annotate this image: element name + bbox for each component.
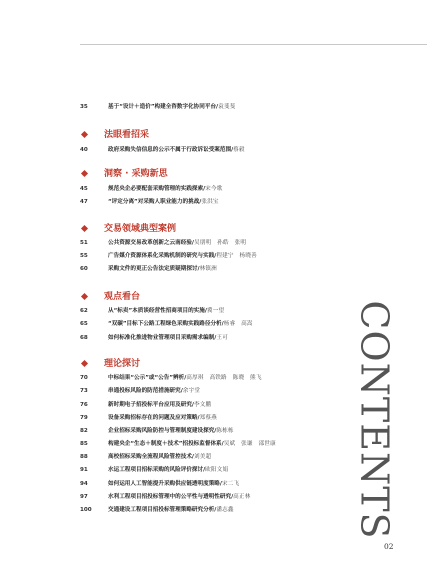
entry-page-number: 70 [80,375,88,381]
entry-author: 程建宁 杨晓善 [216,253,257,259]
entry-title: “双碳”目标下公路工程绿色采购实践路径分析/杨睿 高嵩 [108,321,253,327]
diamond-icon [81,170,88,177]
entry-author: 高厚琪 高铁路 陈晓 熊飞 [186,375,262,381]
entry-author: 杨睿 高嵩 [223,321,253,327]
entry-page-number: 40 [80,147,88,153]
entry-page-number: 65 [80,321,88,327]
section-title: 观点看台 [104,292,141,302]
entry-author: 宋二飞 [221,481,240,487]
entry-author: 郑蔡燕 [199,415,217,421]
entry-title: 高校招标采购全流程风险管控技术/刘美超 [108,454,212,460]
entry-author: 余宇堂 [182,388,201,394]
entry-page-number: 51 [80,240,88,246]
entry-page-number: 97 [80,494,88,500]
entry-author: 刘美超 [193,454,212,460]
contents-vertical-title [353,290,398,550]
entry-title: 构建央企“生态＋制度＋技术”招投标监督体系/吴斌 张谦 邵世康 [108,441,276,447]
entry-author: 王可 [216,335,228,341]
entry-author: 高正林 [233,494,251,500]
diamond-icon [81,293,88,300]
entry-author: 宋今歌 [205,186,223,192]
entry-author: 吴朋明 孙皓 张明 [193,240,247,246]
entry-page-number: 79 [80,415,88,421]
entry-author: 陈栋栋 [216,428,234,434]
entry-author: 李文鹏 [193,402,212,408]
entry-author: 蔡毅 [233,147,245,153]
entry-author: 袁斐斐 [218,104,236,110]
entry-title: 企业招标采购风险防控与管理制度建设探究/陈栋栋 [108,428,234,434]
section-title: 交易领域典型案例 [104,224,177,234]
entry-page-number: 73 [80,388,88,394]
entry-title: 串通投标风险的防范措施研究/余宇堂 [108,388,201,394]
page-number: 02 [384,542,394,551]
entry-title: 如何标准化推进物业管理项目采购需求编制/王可 [108,335,228,341]
entry-page-number: 85 [80,441,88,447]
entry-page-number: 55 [80,253,88,259]
entry-title: 如何运用人工智能提升采购供应链透明度策略/宋二飞 [108,481,240,487]
entry-page-number: 82 [80,428,88,434]
entry-title: 政府采购失信信息的公示不属于行政诉讼受案范围/蔡毅 [108,147,245,153]
section-title: 法眼看招采 [104,130,150,140]
diamond-icon [81,131,88,138]
entry-title: 水利工程项目招投标管理中的公平性与透明性研究/高正林 [108,494,251,500]
entry-author: 欧阳文娟 [205,467,229,473]
contents-word-text: CONTENTS [353,300,398,540]
diamond-icon [81,360,88,367]
entry-title: 新时期电子招投标平台应用及研究/李文鹏 [108,402,212,408]
section-title: 理论探讨 [104,359,141,369]
entry-title: 采购文件的更正公告法定质疑期探讨/林镇洲 [108,266,217,272]
entry-author: 冀一望 [206,308,225,314]
entry-title: “评定分离”对采购人职业能力的挑战/张洪宝 [108,199,219,205]
entry-page-number: 45 [80,186,88,192]
entry-page-number: 68 [80,335,88,341]
entry-title: 广告媒介资源体系化采购机制的研究与实践/程建宁 杨晓善 [108,253,257,259]
entry-title: 规范央企必要配套采购管理的实践探索/宋今歌 [108,186,223,192]
entry-page-number: 100 [80,507,92,513]
entry-page-number: 47 [80,199,88,205]
entry-title: 交通建设工程项目招投标管理策略研究分析/潘志鑫 [108,507,234,513]
entry-author: 吴斌 张谦 邵世康 [223,441,276,447]
entry-page-number: 88 [80,454,88,460]
diamond-icon [81,225,88,232]
entry-author: 张洪宝 [201,199,219,205]
entry-author: 潘志鑫 [216,507,234,513]
entry-title: 水运工程项目招标采购的风险评价探讨/欧阳文娟 [108,467,229,473]
entry-page-number: 76 [80,402,88,408]
entry-page-number: 91 [80,467,88,473]
entry-title: 中标结果“公示”或“公告”辨析/高厚琪 高铁路 陈晓 熊飞 [108,375,262,381]
entry-author: 林镇洲 [199,266,217,272]
entry-title: 设备采购招标存在的问题及应对策略/郑蔡燕 [108,415,217,421]
entry-title: 公共资源交易改革创新之云南经验/吴朋明 孙皓 张明 [108,240,247,246]
entry-page-number: 94 [80,481,88,487]
entry-title: 基于“设计＋造价”构建全咨数字化协同平台/袁斐斐 [108,104,236,110]
entry-page-number: 60 [80,266,88,272]
entry-page-number: 62 [80,308,88,314]
section-title: 洞察 · 采购新思 [104,169,168,179]
entry-page-number: 35 [80,104,88,110]
entry-title: 从“标卖”本质谈经营性招商项目的实施/冀一望 [108,308,225,314]
top-rule [80,44,427,45]
